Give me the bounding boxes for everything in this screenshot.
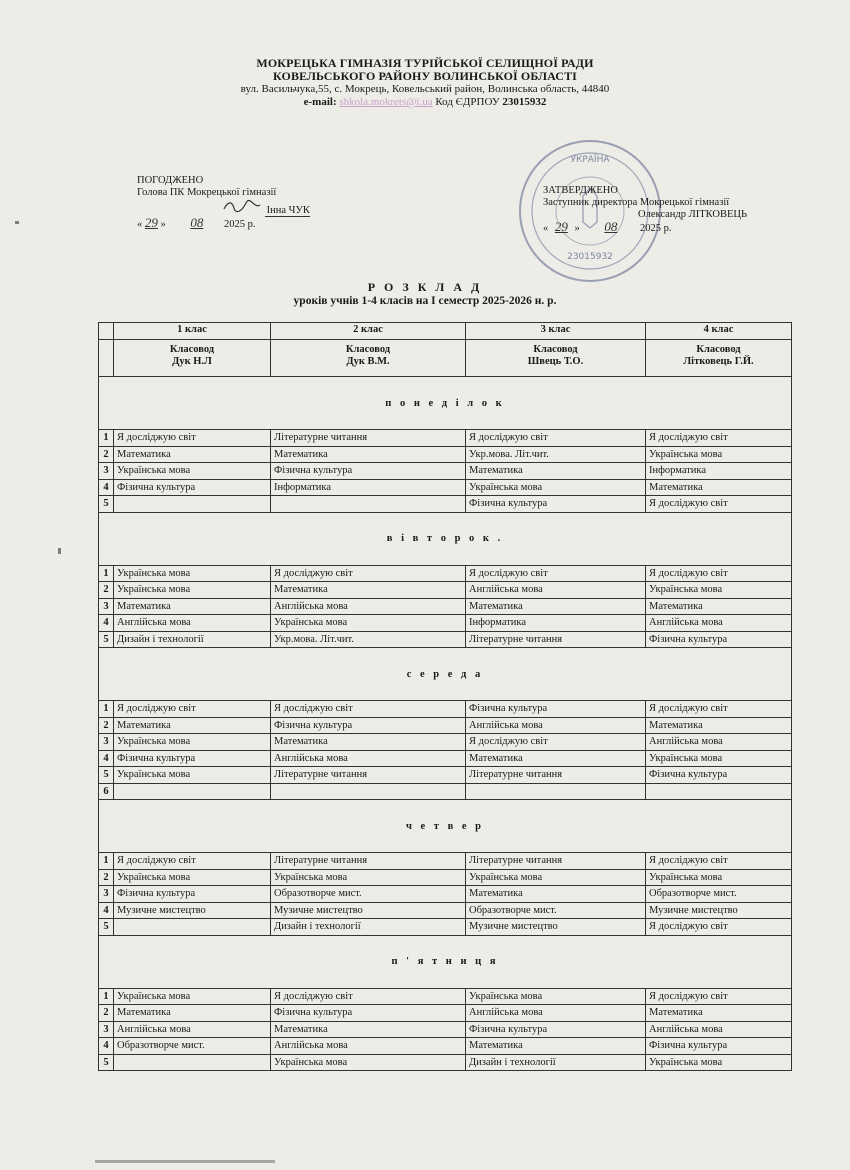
subject-cell: Літературне читання <box>270 430 465 446</box>
subject-cell: Образотворче мист. <box>113 1038 270 1054</box>
subject-cell <box>645 784 791 800</box>
subject-cell: Образотворче мист. <box>270 886 465 902</box>
day-heading: в і в т о р о к . <box>99 513 791 566</box>
lesson-row <box>99 632 791 649</box>
subject-cell: Укр.мова. Літ.чит. <box>465 447 645 463</box>
lesson-number: 3 <box>103 888 109 899</box>
subject-cell: Я досліджую світ <box>645 496 791 512</box>
lesson-number: 2 <box>103 584 109 595</box>
subject-cell: Математика <box>645 1005 791 1021</box>
approval-left-name: Інна ЧУК <box>266 205 310 216</box>
subject-cell: Образотворче мист. <box>465 903 645 919</box>
subject-cell: Математика <box>465 886 645 902</box>
approval-right <box>543 185 747 235</box>
lesson-number: 5 <box>103 498 109 509</box>
lesson-number: 1 <box>103 567 109 579</box>
scan-mark <box>58 548 61 554</box>
email-label: e-mail: <box>303 96 337 108</box>
day-heading: ч е т в е р <box>99 800 791 853</box>
subject-cell: Англійська мова <box>645 615 791 631</box>
subject-cell: Українська мова <box>113 989 270 1005</box>
subject-cell: Образотворче мист. <box>645 886 791 902</box>
subject-cell: Математика <box>113 718 270 734</box>
subject-cell: Математика <box>113 599 270 615</box>
subject-cell: Фізична культура <box>465 1022 645 1038</box>
subject-cell <box>113 919 270 935</box>
subject-cell: Українська мова <box>113 566 270 582</box>
date-year-right: 2025 р. <box>640 223 672 234</box>
subject-cell: Англійська мова <box>270 751 465 767</box>
class-name: 4 клас <box>645 323 791 339</box>
subject-cell: Українська мова <box>465 480 645 496</box>
subject-cell: Математика <box>645 718 791 734</box>
subject-cell: Я досліджую світ <box>645 430 791 446</box>
subject-cell: Літературне читання <box>465 632 645 648</box>
day-heading: п о н е д і л о к <box>99 377 791 430</box>
lesson-row <box>99 767 791 784</box>
teacher-name: Дук В.М. <box>346 356 390 367</box>
lesson-row <box>99 784 791 801</box>
class-name: 1 клас <box>113 323 270 339</box>
subject-cell: Математика <box>113 1005 270 1021</box>
subject-cell: Англійська мова <box>465 1005 645 1021</box>
teacher-label: Класовод <box>169 344 215 355</box>
date-close-left: » <box>160 219 166 230</box>
school-header <box>0 57 850 109</box>
subject-cell: Фізична культура <box>465 701 645 717</box>
subject-cell: Математика <box>465 1038 645 1054</box>
subject-cell: Я досліджую світ <box>270 989 465 1005</box>
day-heading: п ' я т н и ц я <box>99 936 791 989</box>
lesson-number: 3 <box>103 1023 109 1035</box>
approval-left-name-line <box>137 199 310 217</box>
lesson-row <box>99 582 791 599</box>
date-month-left: 08 <box>190 215 204 230</box>
subject-cell <box>270 496 465 512</box>
lesson-row <box>99 463 791 480</box>
subject-cell: Українська мова <box>113 582 270 598</box>
signature-left-icon <box>222 205 265 216</box>
subject-cell: Музичне мистецтво <box>113 903 270 919</box>
subject-cell: Я досліджую світ <box>270 701 465 717</box>
subject-cell: Літературне читання <box>270 853 465 869</box>
subject-cell: Українська мова <box>270 1055 465 1071</box>
subject-cell: Я досліджую світ <box>270 566 465 582</box>
subject-cell: Українська мова <box>645 1055 791 1071</box>
date-year-left: 2025 р. <box>224 219 256 230</box>
email-link[interactable]: shkola.mokrets@i.ua <box>339 96 433 108</box>
subject-cell: Українська мова <box>270 870 465 886</box>
lesson-row <box>99 919 791 936</box>
approval-left <box>137 175 310 231</box>
subject-cell: Фізична культура <box>113 886 270 902</box>
date-month-right: 08 <box>604 219 618 234</box>
subject-cell: Фізична культура <box>113 751 270 767</box>
lesson-number: 5 <box>103 769 109 780</box>
lesson-number: 1 <box>103 432 109 443</box>
lesson-number: 1 <box>103 990 109 1002</box>
schedule-subtitle: уроків учнів 1-4 класів на І семестр 2025-2026 н. р. <box>293 295 557 307</box>
header-corner <box>99 323 113 339</box>
approval-right-name: Олександр ЛІТКОВЕЦЬ <box>638 209 747 220</box>
subject-cell: Математика <box>270 1022 465 1038</box>
subject-cell: Математика <box>465 751 645 767</box>
lesson-row <box>99 447 791 464</box>
date-day-right: 29 <box>554 219 568 234</box>
edrpou-code: 23015932 <box>502 96 547 108</box>
subject-cell: Математика <box>465 599 645 615</box>
date-open-left: « <box>137 219 143 230</box>
subject-cell: Дизайн і технології <box>270 919 465 935</box>
subject-cell: Математика <box>645 599 791 615</box>
subject-cell: Фізична культура <box>270 718 465 734</box>
subject-cell: Українська мова <box>645 447 791 463</box>
lesson-row <box>99 989 791 1006</box>
lesson-row <box>99 615 791 632</box>
lesson-number: 4 <box>103 752 109 764</box>
school-address: вул. Васильчука,55, с. Мокрець, Ковельський район, Волинська область, 44840 <box>240 83 610 95</box>
lesson-number: 2 <box>103 719 109 731</box>
schedule-table <box>98 322 792 1071</box>
subject-cell: Фізична культура <box>113 480 270 496</box>
subject-cell: Фізична культура <box>270 1005 465 1021</box>
lesson-number: 4 <box>103 481 109 493</box>
subject-cell: Англійська мова <box>270 1038 465 1054</box>
subject-cell: Українська мова <box>113 870 270 886</box>
lesson-number: 2 <box>103 1007 109 1018</box>
scan-edge-mark <box>95 1160 275 1163</box>
subject-cell: Фізична культура <box>645 1038 791 1054</box>
lesson-row <box>99 430 791 447</box>
subject-cell: Фізична культура <box>465 496 645 512</box>
subject-cell: Українська мова <box>645 582 791 598</box>
lesson-number: 2 <box>103 448 109 460</box>
days-container <box>99 377 791 1071</box>
subject-cell: Фізична культура <box>645 632 791 648</box>
approval-right-heading: ЗАТВЕРДЖЕНО <box>543 185 618 196</box>
school-contacts <box>0 96 850 109</box>
approval-left-heading: ПОГОДЖЕНО <box>137 175 204 186</box>
subject-cell: Математика <box>465 463 645 479</box>
subject-cell: Я досліджую світ <box>113 430 270 446</box>
subject-cell: Українська мова <box>113 734 270 750</box>
lesson-row <box>99 734 791 751</box>
lesson-number: 4 <box>103 1040 109 1051</box>
subject-cell: Математика <box>645 480 791 496</box>
lesson-row <box>99 1022 791 1039</box>
subject-cell: Укр.мова. Літ.чит. <box>270 632 465 648</box>
subject-cell: Англійська мова <box>113 615 270 631</box>
subject-cell: Англійська мова <box>113 1022 270 1038</box>
subject-cell: Англійська мова <box>465 582 645 598</box>
subject-cell: Англійська мова <box>645 734 791 750</box>
lesson-row <box>99 1055 791 1072</box>
lesson-row <box>99 903 791 920</box>
subject-cell: Я досліджую світ <box>645 989 791 1005</box>
subject-cell: Дизайн і технології <box>465 1055 645 1071</box>
lesson-row <box>99 718 791 735</box>
subject-cell: Дизайн і технології <box>113 632 270 648</box>
subject-cell: Українська мова <box>645 870 791 886</box>
approval-left-position: Голова ПК Мокрецької гімназії <box>137 187 277 198</box>
subject-cell: Музичне мистецтво <box>465 919 645 935</box>
class-name: 2 клас <box>270 323 465 339</box>
class-header-row <box>99 323 791 340</box>
subject-cell: Літературне читання <box>465 767 645 783</box>
lesson-number: 5 <box>103 921 109 932</box>
class-teacher <box>645 340 791 376</box>
stamp-code: 23015932 <box>567 252 613 262</box>
teacher-header-row <box>99 340 791 377</box>
subject-cell: Українська мова <box>645 751 791 767</box>
subject-cell: Українська мова <box>270 615 465 631</box>
subject-cell: Математика <box>113 447 270 463</box>
lesson-row <box>99 599 791 616</box>
approval-left-date <box>137 217 310 231</box>
subject-cell: Англійська мова <box>270 599 465 615</box>
lesson-row <box>99 496 791 513</box>
lesson-row <box>99 870 791 887</box>
subject-cell <box>113 1055 270 1071</box>
subject-cell: Я досліджую світ <box>645 919 791 935</box>
subject-cell: Літературне читання <box>465 853 645 869</box>
subject-cell <box>113 784 270 800</box>
approval-right-position: Заступник директора Мокрецької гімназії <box>543 197 730 208</box>
class-name: 3 клас <box>465 323 645 339</box>
subject-cell: Я досліджую світ <box>645 853 791 869</box>
day-heading: с е р е д а <box>99 648 791 701</box>
subject-cell: Музичне мистецтво <box>270 903 465 919</box>
subject-cell <box>270 784 465 800</box>
lesson-number: 5 <box>103 1056 109 1068</box>
subject-cell: Я досліджую світ <box>645 566 791 582</box>
subject-cell: Я досліджую світ <box>465 566 645 582</box>
lesson-row <box>99 1005 791 1022</box>
class-teacher <box>465 340 645 376</box>
lesson-row <box>99 480 791 497</box>
lesson-number: 4 <box>103 617 109 628</box>
approval-right-date <box>543 221 747 235</box>
subject-cell: Математика <box>270 582 465 598</box>
subject-cell: Літературне читання <box>270 767 465 783</box>
lesson-row <box>99 751 791 768</box>
subject-cell: Інформатика <box>270 480 465 496</box>
subject-cell: Українська мова <box>465 989 645 1005</box>
teacher-name: Швець Т.О. <box>527 356 584 367</box>
teacher-label: Класовод <box>533 344 578 355</box>
date-open-right: « <box>543 223 549 234</box>
subject-cell: Математика <box>270 447 465 463</box>
class-teacher <box>270 340 465 376</box>
subject-cell <box>113 496 270 512</box>
header-corner <box>99 340 113 376</box>
lesson-row <box>99 886 791 903</box>
lesson-row <box>99 701 791 718</box>
subject-cell: Українська мова <box>113 767 270 783</box>
lesson-number: 3 <box>103 600 109 612</box>
subject-cell: Я досліджую світ <box>113 701 270 717</box>
scan-mark <box>15 221 19 224</box>
teacher-label: Класовод <box>345 344 391 355</box>
lesson-number: 2 <box>103 871 109 883</box>
subject-cell: Англійська мова <box>465 718 645 734</box>
lesson-number: 1 <box>103 703 109 714</box>
lesson-number: 6 <box>103 785 109 797</box>
subject-cell: Я досліджую світ <box>113 853 270 869</box>
teacher-label: Класовод <box>696 344 741 355</box>
teacher-name: Літковець Г.Й. <box>683 356 754 367</box>
lesson-row <box>99 1038 791 1055</box>
subject-cell: Українська мова <box>113 463 270 479</box>
class-teacher <box>113 340 270 376</box>
subject-cell: Музичне мистецтво <box>645 903 791 919</box>
subject-cell: Я досліджую світ <box>465 430 645 446</box>
subject-cell: Фізична культура <box>645 767 791 783</box>
schedule-title <box>0 280 850 308</box>
lesson-number: 3 <box>103 736 109 747</box>
stamp-text-top: УКРАЇНА <box>570 155 610 165</box>
subject-cell: Математика <box>270 734 465 750</box>
subject-cell: Я досліджую світ <box>465 734 645 750</box>
lesson-row <box>99 566 791 583</box>
teacher-name: Дук Н.Л <box>172 356 212 367</box>
schedule-heading: Р О З К Л А Д <box>367 280 483 294</box>
school-name-line2: КОВЕЛЬСЬКОГО РАЙОНУ ВОЛИНСЬКОЇ ОБЛАСТІ <box>273 69 577 83</box>
school-name-line1: МОКРЕЦЬКА ГІМНАЗІЯ ТУРІЙСЬКОЇ СЕЛИЩНОЇ РАДИ <box>256 56 594 70</box>
lesson-number: 1 <box>103 855 109 866</box>
lesson-number: 4 <box>103 904 109 916</box>
subject-cell: Українська мова <box>465 870 645 886</box>
lesson-row <box>99 853 791 870</box>
lesson-number: 3 <box>103 465 109 476</box>
subject-cell: Я досліджую світ <box>645 701 791 717</box>
date-close-right: » <box>574 223 580 234</box>
subject-cell <box>465 784 645 800</box>
lesson-number: 5 <box>103 633 109 645</box>
edrpou-label: Код ЄДРПОУ <box>435 96 500 108</box>
subject-cell: Англійська мова <box>645 1022 791 1038</box>
subject-cell: Інформатика <box>645 463 791 479</box>
subject-cell: Фізична культура <box>270 463 465 479</box>
date-day-left: 29 <box>144 215 158 230</box>
subject-cell: Інформатика <box>465 615 645 631</box>
